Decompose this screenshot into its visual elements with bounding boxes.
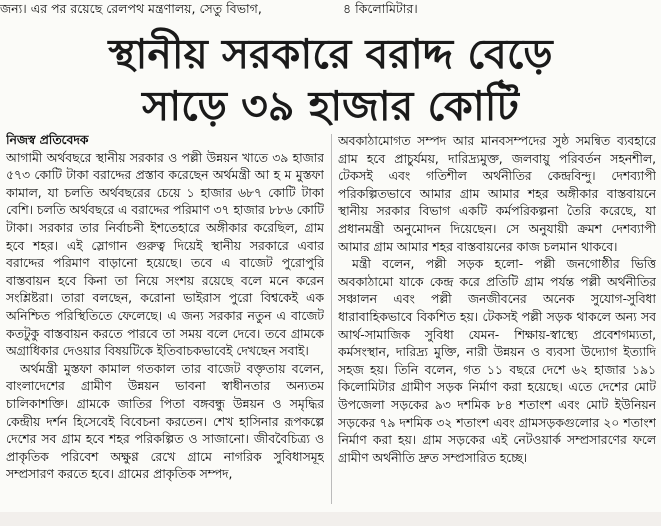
previous-article-text-left: জন্য। এর পর রয়েছে রেলপথ মন্ত্রণালয়, সেতু বিভাগ,	[0, 1, 262, 16]
bottom-band	[0, 512, 661, 526]
byline: নিজস্ব প্রতিবেদক	[6, 133, 89, 147]
previous-article-text-right: ৪ কিলোমিটার।	[343, 1, 418, 16]
paragraph: আগামী অর্থবছরে স্থানীয় সরকার ও পল্লী উন্নয়ন খাতে ৩৯ হাজার ৫৭৩ কোটি টাকা বরাদ্দের প্রস্তাব করেছেন অর্থমন্ত্রী আ হ ম মুস্তফা কামাল, যা চলতি অর্থবছরের চেয়ে ১ হাজার ৬৮৭ কোটি টাকা বেশি। চলতি অর্থবছরে এ বরাদ্দের পরিমাণ ৩৭ হাজার ৮৮৬ কোটি টাকা। সরকার তার নির্বাচনী ইশতেহারে অঙ্গীকার করেছিল, গ্রাম হবে শহর। এই স্লোগান গুরুত্ব দিয়েই স্থানীয় সরকারে এবার বরাদ্দের পরিমাণ বাড়ানো হয়েছে। তবে এ বাজেট পুরোপুরি বাস্তবায়ন হবে কিনা তা নিয়ে সংশয় রয়েছে বলে মনে করেন সংশ্লিষ্টরা। তারা বলছেন, করোনা ভাইরাস পুরো বিশ্বকেই এক অনিশ্চিত পরিস্থিতিতে ফেলেছে। এ জন্য সরকার নতুন এ বাজেট কতটুকু বাস্তবায়ন করতে পারবে তা সময় বলে দেবে। তবে গ্রামকে অগ্রাধিকার দেওয়ার বিষয়টিকে ইতিবাচকভাবেই দেখছেন সবাই।	[6, 150, 324, 359]
article-column-1	[6, 132, 324, 512]
paragraph: অর্থমন্ত্রী মুস্তফা কামাল গতকাল তার বাজেট বক্তৃতায় বলেন, বাংলাদেশের গ্রামীণ উন্নয়ন ভাবনা স্বাধীনতার অন্যতম চালিকাশক্তি। গ্রামকে জাতির পিতা বঙ্গবন্ধু উন্নয়ন ও সমৃদ্ধির কেন্দ্রীয় দর্শন হিসেবেই বিবেচনা করতেন। শেখ হাসিনার রূপকল্পে দেশের সব গ্রাম হবে শহর পরিকল্পিত ও সাজানো। জীববৈচিত্র্য ও প্রাকৃতিক পরিবেশ অক্ষুণ্ণ রেখে গ্রামে নাগরিক সুবিধাসমূহ সম্প্রসারণ করতে হবে। গ্রামের প্রাকৃতিক সম্পদ,	[6, 361, 324, 482]
headline-line-1: স্থানীয় সরকারে বরাদ্দ বেড়ে	[108, 30, 553, 78]
previous-article-strip	[0, 0, 661, 20]
paragraph: মন্ত্রী বলেন, পল্লী সড়ক হলো- পল্লী জনগোষ্ঠীর ভিত্তি অবকাঠামো যাকে কেন্দ্র করে প্রতিটি গ্রাম পর্যন্ত পল্লী অর্থনীতির সঞ্চালন এবং পল্লী জনজীবনের অনেক সুযোগ-সুবিধা ধারাবাহিকভাবে বিকশিত হয়। টেকসই পল্লী সড়ক থাকলে অন্য সব আর্থ-সামাজিক সুবিধা যেমন- শিক্ষায়-স্বাস্থ্যে প্রবেশগম্যতা, কর্মসংস্থান, দারিদ্র্য মুক্তি, নারী উন্নয়ন ও ব্যবসা উদ্যোগ ইত্যাদি সহজ হয়। তিনি বলেন, গত ১১ বছরে দেশে ৬২ হাজার ১৯১ কিলোমিটার গ্রামীণ সড়ক নির্মাণ করা হয়েছে। এতে দেশের মোট উপজেলা সড়কের ৯৩ দশমিক ৮৪ শতাংশ এবং মোট ইউনিয়ন সড়কের ৭৯ দশমিক ৩২ শতাংশ এবং গ্রামসড়কগুলোর ২০ শতাংশ নির্মাণ করা হয়। গ্রাম সড়কের এই নেটওয়ার্ক সম্প্রসারণের ফলে গ্রামীণ অর্থনীতি দ্রুত সম্প্রসারিত হচ্ছে।	[338, 257, 656, 465]
paragraph: অবকাঠামোগত সম্পদ আর মানবসম্পদের সুষ্ঠ সমন্বিত ব্যবহারে গ্রাম হবে প্রাচুর্যময়, দারিদ্র্যমুক্ত, জলবায়ু পরিবর্তন সহনশীল, টেকসই এবং গতিশীল অর্থনীতির কেন্দ্রবিন্দু। দেশব্যাপী পরিকল্পিতভাবে আমার গ্রাম আমার শহর অঙ্গীকার বাস্তবায়নে স্থানীয় সরকার বিভাগ একটি কর্মপরিকল্পনা তৈরি করেছে, যা প্রধানমন্ত্রী অনুমোদন দিয়েছেন। সে অনুযায়ী ক্রমশ দেশব্যাপী আমার গ্রাম আমার শহর বাস্তবায়নের কাজ চলমান থাকবে।	[338, 134, 656, 254]
headline-line-2: সাড়ে ৩৯ হাজার কোটি	[142, 82, 519, 130]
column-divider	[331, 134, 332, 504]
article-column-2	[338, 133, 656, 505]
headline	[0, 28, 661, 132]
